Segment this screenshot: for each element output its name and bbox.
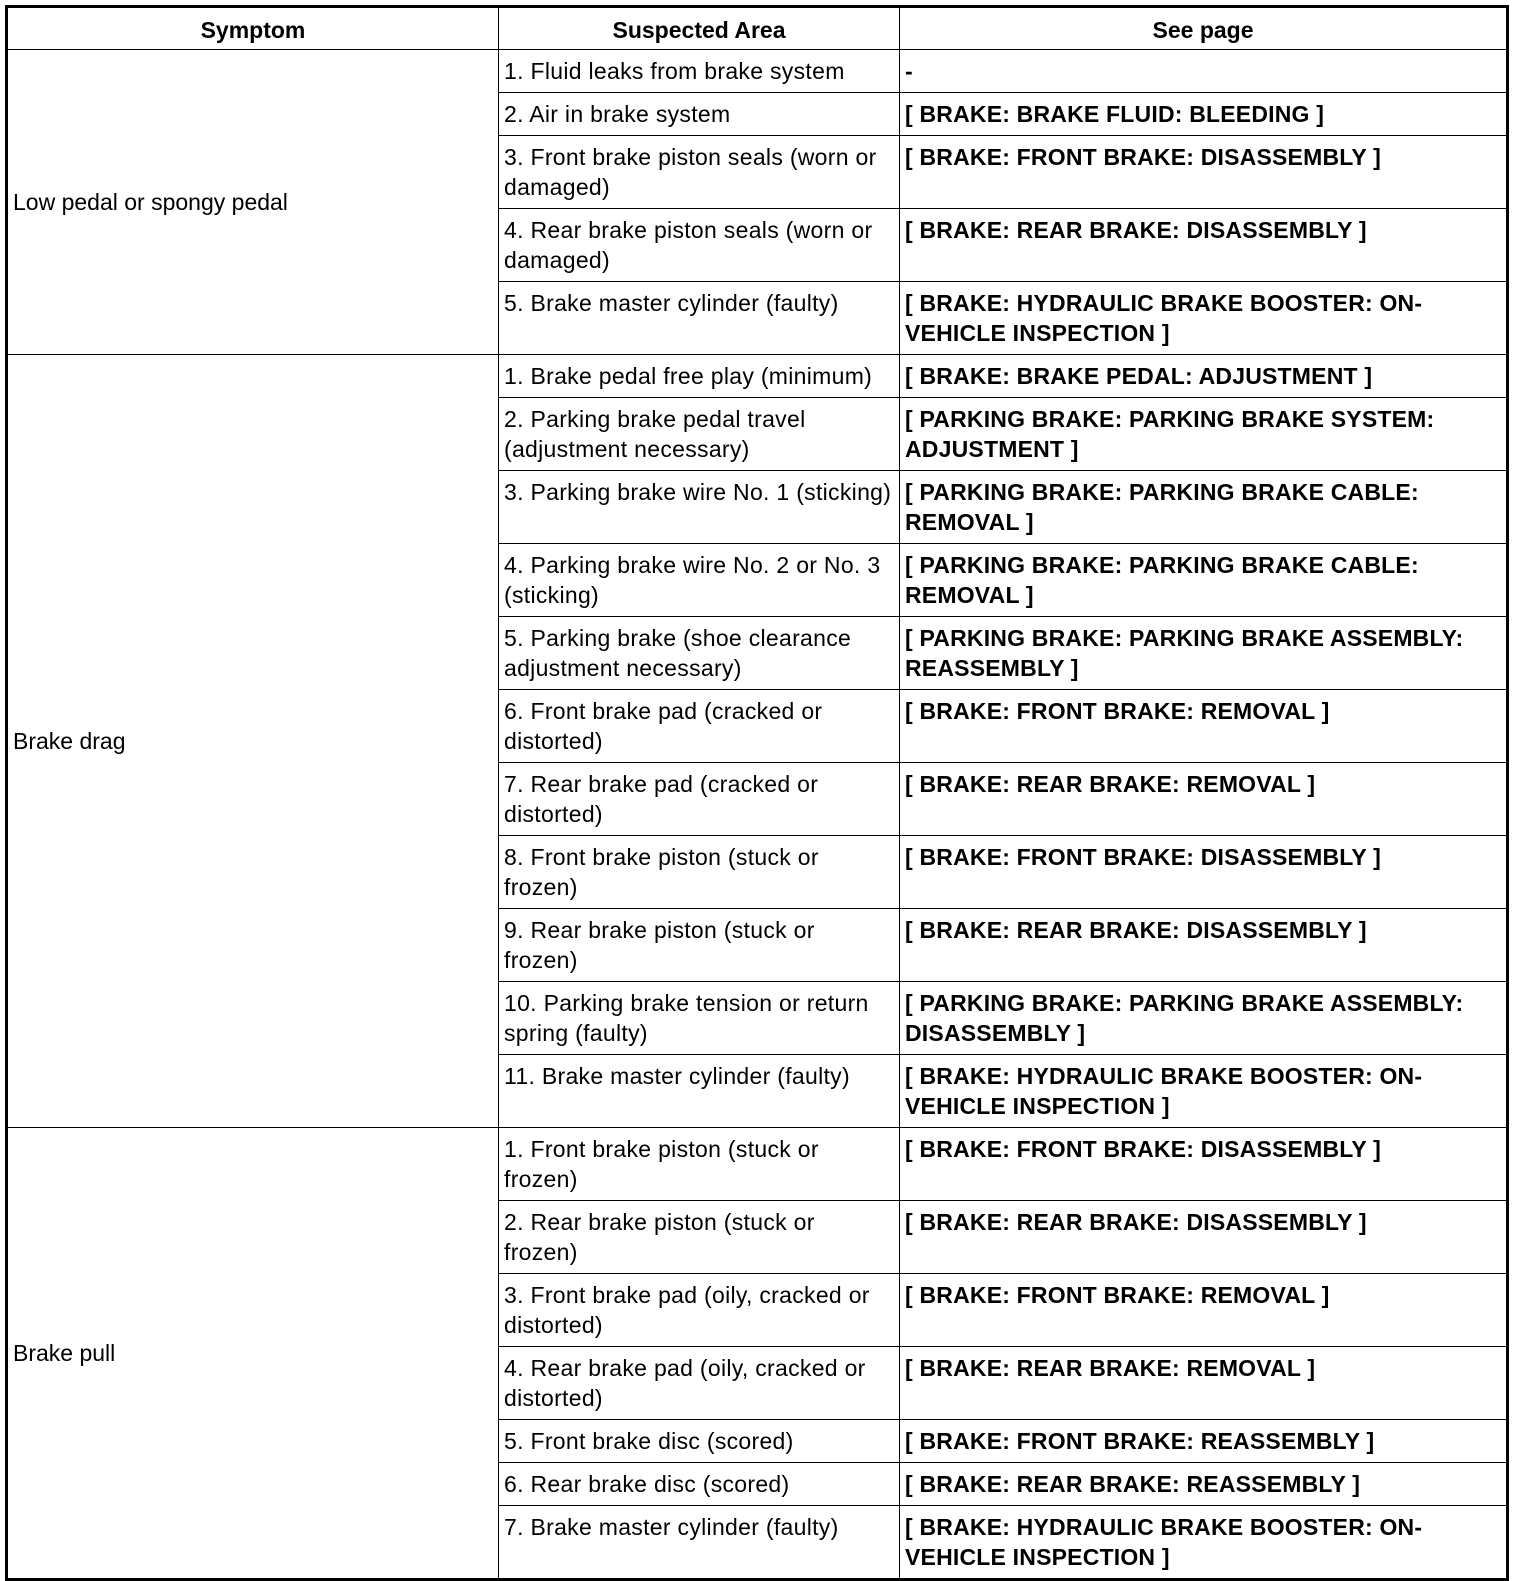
suspected-area-cell: 11. Brake master cylinder (faulty) <box>499 1055 900 1128</box>
see-page-cell: [ BRAKE: FRONT BRAKE: REMOVAL ] <box>900 1274 1508 1347</box>
suspected-area-cell: 1. Front brake piston (stuck or frozen) <box>499 1128 900 1201</box>
suspected-area-cell: 3. Parking brake wire No. 1 (sticking) <box>499 471 900 544</box>
see-page-cell: [ PARKING BRAKE: PARKING BRAKE ASSEMBLY: REASSEMBLY ] <box>900 617 1508 690</box>
header-see-page: See page <box>900 7 1508 50</box>
header-symptom: Symptom <box>7 7 499 50</box>
suspected-area-cell: 4. Parking brake wire No. 2 or No. 3 (sticking) <box>499 544 900 617</box>
see-page-cell: [ PARKING BRAKE: PARKING BRAKE CABLE: REMOVAL ] <box>900 471 1508 544</box>
see-page-cell: [ BRAKE: BRAKE FLUID: BLEEDING ] <box>900 93 1508 136</box>
symptom-cell: Low pedal or spongy pedal <box>7 50 499 355</box>
suspected-area-cell: 4. Rear brake piston seals (worn or damaged) <box>499 209 900 282</box>
suspected-area-cell: 2. Air in brake system <box>499 93 900 136</box>
see-page-cell: [ PARKING BRAKE: PARKING BRAKE ASSEMBLY: DISASSEMBLY ] <box>900 982 1508 1055</box>
suspected-area-cell: 1. Brake pedal free play (minimum) <box>499 355 900 398</box>
see-page-cell: [ BRAKE: REAR BRAKE: DISASSEMBLY ] <box>900 909 1508 982</box>
suspected-area-cell: 6. Front brake pad (cracked or distorted) <box>499 690 900 763</box>
see-page-cell: [ BRAKE: REAR BRAKE: REMOVAL ] <box>900 763 1508 836</box>
table-row <box>7 355 1508 398</box>
see-page-cell: [ BRAKE: FRONT BRAKE: REMOVAL ] <box>900 690 1508 763</box>
suspected-area-cell: 5. Parking brake (shoe clearance adjustment necessary) <box>499 617 900 690</box>
symptom-cell: Brake pull <box>7 1128 499 1580</box>
see-page-cell: [ BRAKE: REAR BRAKE: REMOVAL ] <box>900 1347 1508 1420</box>
suspected-area-cell: 5. Front brake disc (scored) <box>499 1420 900 1463</box>
header-row <box>7 7 1508 50</box>
suspected-area-cell: 2. Rear brake piston (stuck or frozen) <box>499 1201 900 1274</box>
see-page-cell: [ BRAKE: HYDRAULIC BRAKE BOOSTER: ON-VEHICLE INSPECTION ] <box>900 1506 1508 1580</box>
see-page-cell: [ PARKING BRAKE: PARKING BRAKE SYSTEM: ADJUSTMENT ] <box>900 398 1508 471</box>
see-page-cell: [ BRAKE: REAR BRAKE: REASSEMBLY ] <box>900 1463 1508 1506</box>
suspected-area-cell: 10. Parking brake tension or return spring (faulty) <box>499 982 900 1055</box>
suspected-area-cell: 3. Front brake pad (oily, cracked or distorted) <box>499 1274 900 1347</box>
suspected-area-cell: 6. Rear brake disc (scored) <box>499 1463 900 1506</box>
suspected-area-cell: 9. Rear brake piston (stuck or frozen) <box>499 909 900 982</box>
see-page-cell: [ BRAKE: HYDRAULIC BRAKE BOOSTER: ON-VEHICLE INSPECTION ] <box>900 1055 1508 1128</box>
see-page-cell: [ BRAKE: HYDRAULIC BRAKE BOOSTER: ON-VEHICLE INSPECTION ] <box>900 282 1508 355</box>
see-page-cell: [ BRAKE: REAR BRAKE: DISASSEMBLY ] <box>900 209 1508 282</box>
see-page-cell: - <box>900 50 1508 93</box>
suspected-area-cell: 2. Parking brake pedal travel (adjustment necessary) <box>499 398 900 471</box>
table-row <box>7 50 1508 93</box>
suspected-area-cell: 7. Brake master cylinder (faulty) <box>499 1506 900 1580</box>
suspected-area-cell: 1. Fluid leaks from brake system <box>499 50 900 93</box>
troubleshooting-table <box>5 5 1509 1581</box>
see-page-cell: [ BRAKE: REAR BRAKE: DISASSEMBLY ] <box>900 1201 1508 1274</box>
see-page-cell: [ PARKING BRAKE: PARKING BRAKE CABLE: REMOVAL ] <box>900 544 1508 617</box>
suspected-area-cell: 5. Brake master cylinder (faulty) <box>499 282 900 355</box>
suspected-area-cell: 4. Rear brake pad (oily, cracked or distorted) <box>499 1347 900 1420</box>
see-page-cell: [ BRAKE: FRONT BRAKE: DISASSEMBLY ] <box>900 136 1508 209</box>
table-row <box>7 1128 1508 1201</box>
symptom-cell: Brake drag <box>7 355 499 1128</box>
see-page-cell: [ BRAKE: FRONT BRAKE: DISASSEMBLY ] <box>900 1128 1508 1201</box>
see-page-cell: [ BRAKE: BRAKE PEDAL: ADJUSTMENT ] <box>900 355 1508 398</box>
suspected-area-cell: 8. Front brake piston (stuck or frozen) <box>499 836 900 909</box>
see-page-cell: [ BRAKE: FRONT BRAKE: REASSEMBLY ] <box>900 1420 1508 1463</box>
suspected-area-cell: 3. Front brake piston seals (worn or damaged) <box>499 136 900 209</box>
header-suspected-area: Suspected Area <box>499 7 900 50</box>
see-page-cell: [ BRAKE: FRONT BRAKE: DISASSEMBLY ] <box>900 836 1508 909</box>
suspected-area-cell: 7. Rear brake pad (cracked or distorted) <box>499 763 900 836</box>
